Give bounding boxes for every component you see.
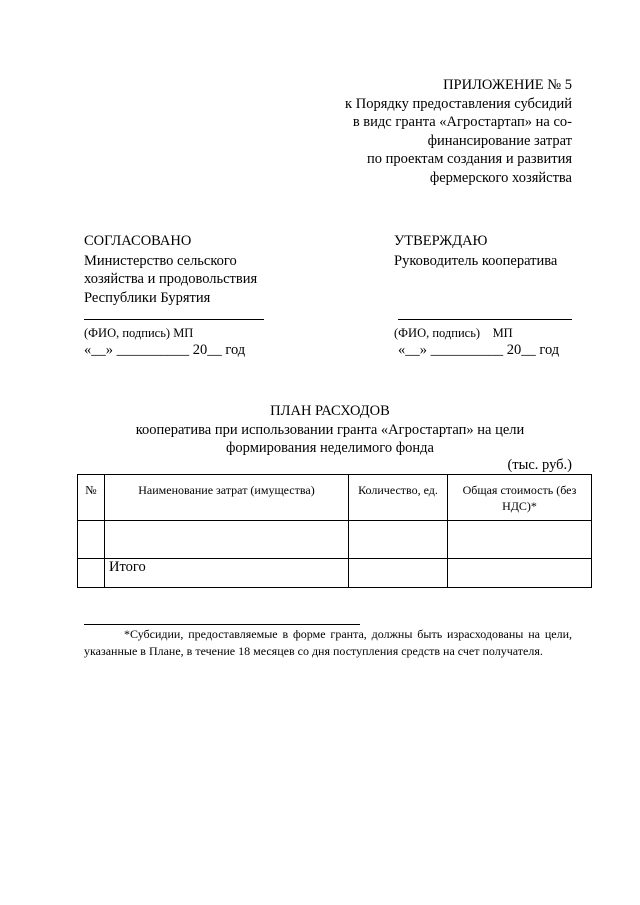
confirm-block [394, 232, 572, 359]
table-cell [78, 521, 105, 559]
table-row [78, 521, 592, 559]
appendix-header [345, 76, 572, 188]
appendix-line: финансирование затрат [427, 132, 572, 149]
table-header-row [78, 475, 592, 521]
approved-date-line: «__» __________ 20__ год [84, 342, 246, 358]
units-label: (тыс. руб.) [507, 457, 572, 473]
footnote-divider [84, 624, 360, 625]
approved-signature-caption: (ФИО, подпись) МП [84, 326, 194, 340]
confirm-date-line: «__» __________ 20__ год [398, 342, 560, 358]
plan-subtitle: формирования неделимого фонда [226, 440, 434, 456]
table-cell [349, 559, 448, 588]
confirm-heading: УТВЕРЖДАЮ [394, 233, 488, 249]
appendix-line: ПРИЛОЖЕНИЕ № 5 [443, 77, 572, 93]
confirm-signature-line [398, 319, 572, 320]
footnote-text: *Субсидии, предоставляемые в форме гранта, должны быть израсходованы на цели, указанные в Плане, в течение 18 месяцев со дня поступления средств на счет получателя. [84, 627, 572, 658]
table-header-cell: Общая стоимость (без НДС)* [448, 475, 592, 521]
expense-table [77, 474, 592, 588]
table-total-row [78, 559, 592, 588]
approved-signature-line [84, 319, 264, 320]
appendix-line: в видс гранта «Агростартап» на со- [352, 114, 572, 131]
approved-org-line: Министерство сельского [84, 252, 237, 269]
approved-org-line: Республики Бурятия [84, 289, 211, 306]
table-header-cell: Количество, ед. [349, 475, 448, 521]
table-cell [448, 559, 592, 588]
confirm-signature-caption: (ФИО, подпись) МП [394, 326, 513, 340]
table-cell [105, 521, 349, 559]
table-cell [78, 559, 105, 588]
plan-subtitle: кооператива при использовании гранта «Агростартап» на цели [135, 422, 525, 438]
appendix-line: фермерского хозяйства [429, 169, 572, 186]
approved-org-line: хозяйства и продовольствия [84, 271, 258, 287]
table-header-cell: № [78, 475, 105, 521]
appendix-line: по проектам создания и развития [366, 151, 572, 168]
total-label: Итого [105, 559, 349, 588]
table-header-cell: Наименование затрат (имущества) [105, 475, 349, 521]
approved-heading: СОГЛАСОВАНО [84, 233, 192, 249]
approved-block [84, 232, 264, 359]
table-cell [448, 521, 592, 559]
confirm-role: Руководитель кооператива [394, 252, 558, 269]
appendix-line: к Порядку предоставления субсидий [345, 95, 572, 112]
plan-title: ПЛАН РАСХОДОВ [270, 403, 390, 419]
table-cell [349, 521, 448, 559]
